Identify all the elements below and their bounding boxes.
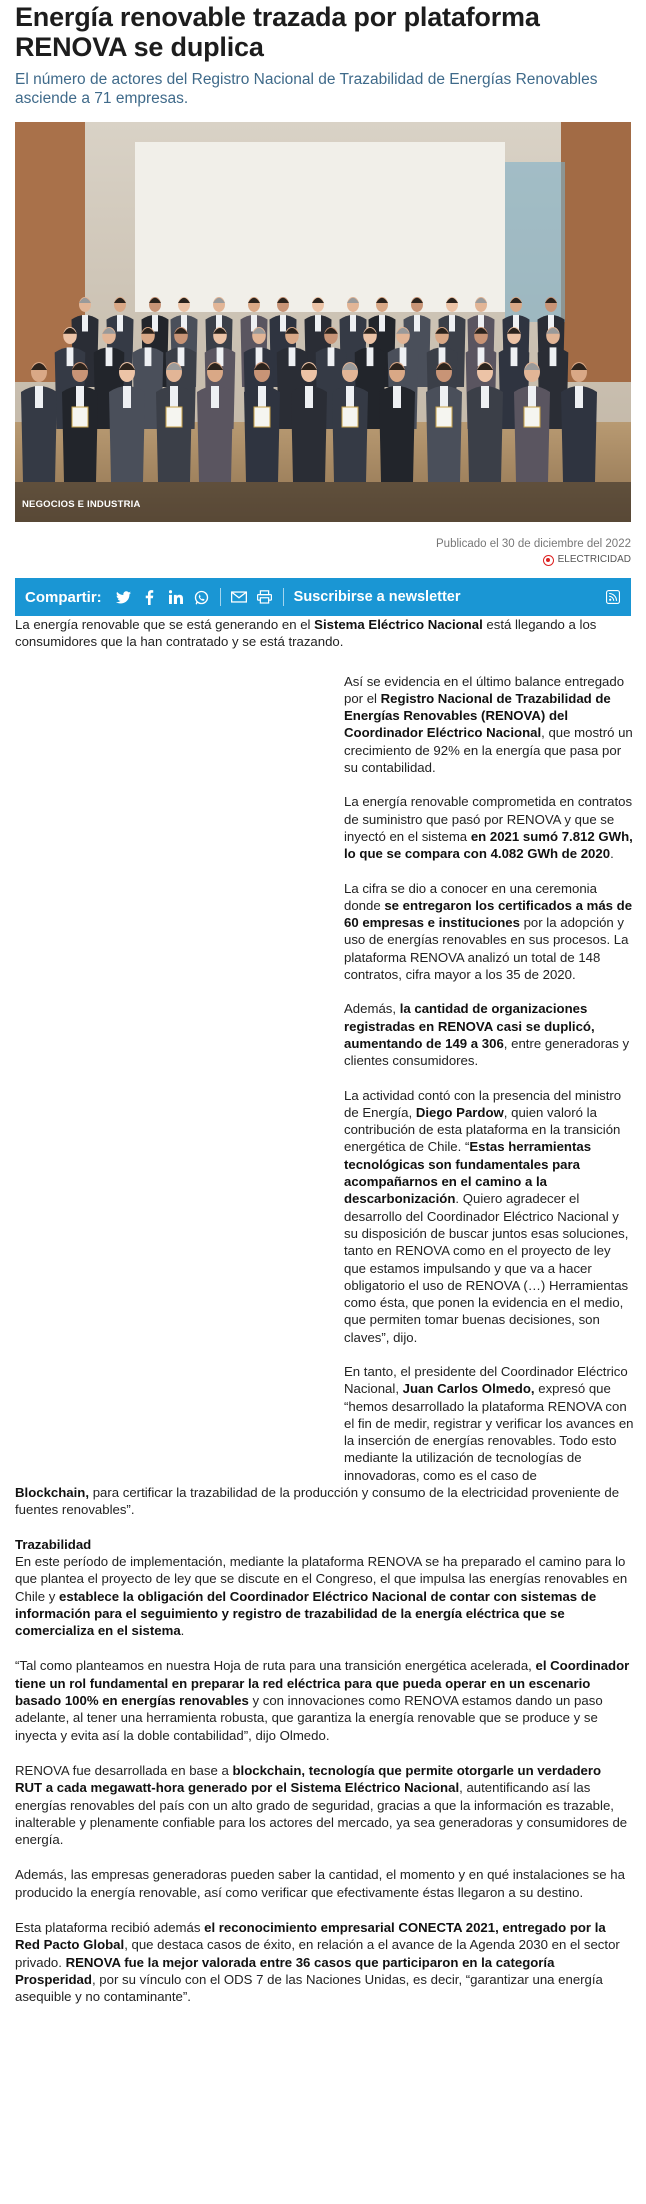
category-label: ELECTRICIDAD — [557, 554, 631, 565]
paragraph: Además, la cantidad de organizaciones registradas en RENOVA casi se duplicó, aumentando de 149 a 306, entre generadoras y clientes consumidores. — [344, 1001, 630, 1069]
linkedin-icon[interactable] — [168, 589, 184, 605]
category-icon — [543, 555, 554, 566]
paragraph-intro: La energía renovable que se está generando en el Sistema Eléctrico Nacional está llegando a los consumidores que la han contratado y se está trazando. — [15, 617, 597, 650]
email-icon[interactable] — [231, 589, 247, 605]
whatsapp-icon[interactable] — [194, 589, 210, 605]
article-subtitle: El número de actores del Registro Nacional de Trazabilidad de Energías Renovables asciende a 71 empresas. — [15, 71, 598, 107]
paragraph: En tanto, el presidente del Coordinador Eléctrico Nacional, Juan Carlos Olmedo, expresó que “hemos desarrollado la plataforma RENOVA con el fin de medir, registrar y verificar los avances en la inserción de energías renovables. Todo esto mediante la utilización de tecnologías de innovadoras, como es el caso de — [344, 1363, 634, 1483]
article-right-column — [344, 673, 634, 1484]
share-label: Compartir: — [25, 588, 102, 606]
article-meta — [15, 536, 631, 568]
paragraph: La energía renovable comprometida en contratos de suministro que pasó por RENOVA y que se inyectó en el sistema en 2021 sumó 7.812 GWh, lo que se compara con 4.082 GWh de 2020. — [344, 794, 633, 862]
hero-photo[interactable] — [15, 122, 631, 522]
paragraph: En este período de implementación, mediante la plataforma RENOVA se ha preparado el camino para lo que plantea el proyecto de ley que se discute en el Congreso, el que impulsa las energías renovables en Chile y establece la obligación del Coordinador Eléctrico Nacional de contar con sistemas de información para el seguimiento y registro de trazabilidad de la energía eléctrica que se comercializa en el sistema. — [15, 1553, 628, 1639]
print-icon[interactable] — [257, 589, 273, 605]
paragraph: Así se evidencia en el último balance entregado por el Registro Nacional de Trazabilidad de Energías Renovables (RENOVA) del Coordinador Eléctrico Nacional, que mostró un crecimiento de 92% en la energía que pasa por su contabilidad. — [344, 673, 633, 776]
page-title: Energía renovable trazada por plataforma RENOVA se duplica — [15, 2, 540, 62]
share-bar — [15, 578, 631, 616]
article-full-width — [15, 1484, 631, 2005]
category-badge[interactable] — [15, 552, 631, 568]
publish-date: Publicado el 30 de diciembre del 2022 — [436, 538, 631, 550]
section-heading: Trazabilidad — [15, 1536, 92, 1552]
paragraph: RENOVA fue desarrollada en base a blockchain, tecnología que permite otorgarle un verdadero RUT a cada megawatt-hora generado por el Sistema Eléctrico Nacional, autentificando así las energías renovables del país con un alto grado de seguridad, gracias a que la información es trazable, inalterable y plenamente confiable para los actores del mercado, ya sea generadoras y consumidores de energía. — [15, 1762, 628, 1848]
facebook-icon[interactable] — [142, 589, 158, 605]
paragraph: Además, las empresas generadoras pueden saber la cantidad, el momento y en qué instalaciones se ha producido la energía renovable, así como verificar que efectivamente éstas llegaron a su destino. — [15, 1867, 625, 1900]
paragraph: Blockchain, para certificar la trazabilidad de la producción y consumo de la electricidad proveniente de fuentes renovables”. — [15, 1485, 620, 1518]
newsletter-link[interactable]: Suscribirse a newsletter — [293, 589, 461, 605]
rss-icon[interactable] — [605, 589, 621, 605]
article-body — [15, 616, 634, 2005]
paragraph: Esta plataforma recibió además el reconocimiento empresarial CONECTA 2021, entregado por la Red Pacto Global, que destaca casos de éxito, en relación a el avance de la Agenda 2030 en el sector privado. RENOVA fue la mejor valorada entre 36 casos que participaron en la categoría Prosperidad, por su vínculo con el ODS 7 de las Naciones Unidas, es decir, “garantizar una energía asequible y no contaminante”. — [15, 1920, 620, 2005]
paragraph: La actividad contó con la presencia del ministro de Energía, Diego Pardow, quien valoró la contribución de esta plataforma en la transición energética de Chile. “Estas herramientas tecnológicas son fundamentales para acompañarnos en el camino a la descarbonización. Quiero agradecer el desarrollo del Coordinador Eléctrico Nacional y su disposición de buscar juntos esas soluciones, tanto en RENOVA como en el proyecto de ley que estamos impulsando y que va a hacer obligatorio el uso de RENOVA (…) Herramientas como ésta, que ponen la evidencia en el medio, que permiten tomar buenas decisiones, son claves”, dijo. — [344, 1087, 629, 1345]
share-divider — [220, 588, 221, 606]
paragraph: La cifra se dio a conocer en una ceremonia donde se entregaron los certificados a más de 60 empresas e instituciones por la adopción y uso de energías renovables en sus procesos. La plataforma RENOVA analizó un total de 148 contratos, cifra mayor a los 35 de 2020. — [344, 880, 633, 983]
group-photo-illustration — [15, 122, 631, 522]
twitter-icon[interactable] — [116, 589, 132, 605]
image-category-tag: NEGOCIOS E INDUSTRIA — [22, 499, 141, 510]
paragraph: “Tal como planteamos en nuestra Hoja de ruta para una transición energética acelerada, el Coordinador tiene un rol fundamental en preparar la red eléctrica para que pueda operar en un escenario basado 100% en energías renovables y con innovaciones como RENOVA estamos dando un paso adelante, al tener una herramienta robusta, que garantiza la energía renovable que se produce y se inyecta y evita así la doble contabilidad”, dijo Olmedo. — [15, 1658, 630, 1743]
share-divider-2 — [283, 588, 284, 606]
